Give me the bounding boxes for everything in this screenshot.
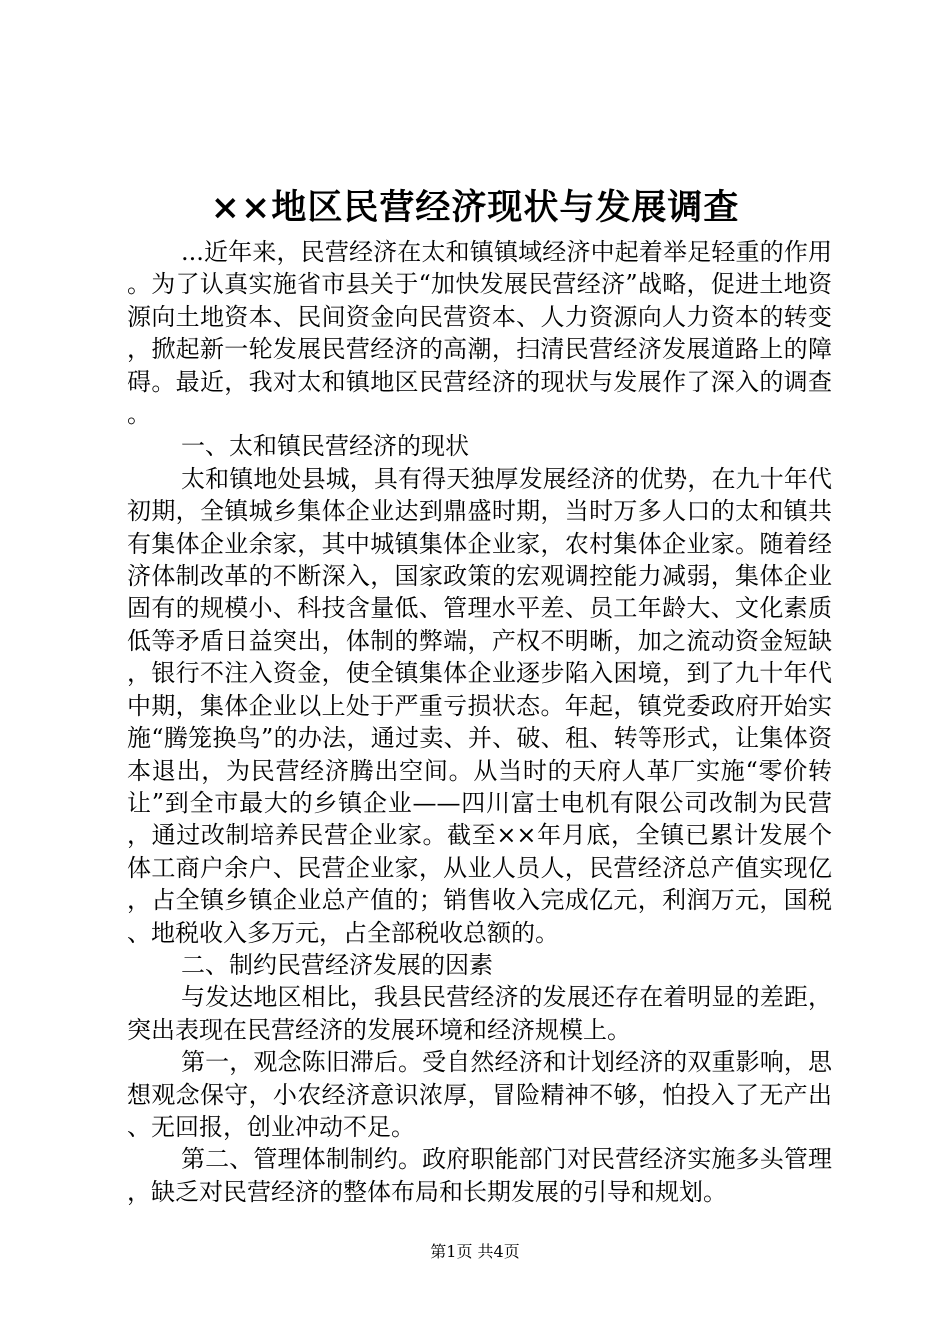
body-paragraph: ...近年来，民营经济在太和镇镇域经济中起着举足轻重的作用。为了认真实施省市县关于“加快发展民营经济”战略，促进土地资源向土地资本、民间资金向民营资本、人力资源向人力资本的转变，掀起新一轮发展民营经济的高潮，扫清民营经济发展道路上的障碍。最近，我对太和镇地区民营经济的现状与发展作了深入的调查。: [127, 238, 832, 429]
section-heading: 二、制约民营经济发展的因素: [181, 950, 493, 979]
page-number-footer: 第1页 共4页: [430, 1242, 520, 1261]
document-title: ××地区民营经济现状与发展调查: [210, 187, 740, 228]
body-paragraph: 第一，观念陈旧滞后。受自然经济和计划经济的双重影响，思想观念保守，小农经济意识浓厚，冒险精神不够，怕投入了无产出、无回报，创业冲动不足。: [127, 1048, 832, 1141]
body-paragraph: 与发达地区相比，我县民营经济的发展还存在着明显的差距，突出表现在民营经济的发展环境和经济规模上。: [127, 983, 832, 1044]
body-paragraph: 太和镇地处县城，具有得天独厚发展经济的优势，在九十年代初期，全镇城乡集体企业达到鼎盛时期，当时万多人口的太和镇共有集体企业余家，其中城镇集体企业家，农村集体企业家。随着经济体制改革的不断深入，国家政策的宏观调控能力减弱，集体企业固有的规模小、科技含量低、管理水平差、员工年龄大、文化素质低等矛盾日益突出，体制的弊端，产权不明晰，加之流动资金短缺，银行不注入资金，使全镇集体企业逐步陷入困境，到了九十年代中期，集体企业以上处于严重亏损状态。年起，镇党委政府开始实施“腾笼换鸟”的办法，通过卖、并、破、租、转等形式，让集体资本退出，为民营经济腾出空间。从当时的天府人革厂实施“零价转让”到全市最大的乡镇企业——四川富士电机有限公司改制为民营，通过改制培养民营企业家。截至××年月底，全镇已累计发展个体工商户余户、民营企业家，从业人员人，民营经济总产值实现亿，占全镇乡镇企业总产值的；销售收入完成亿元，利润万元，国税、地税收入多万元，占全部税收总额的。: [127, 464, 832, 947]
document-body: [127, 236, 832, 1208]
section-heading: 一、太和镇民营经济的现状: [181, 432, 469, 461]
body-paragraph: 第二、管理体制制约。政府职能部门对民营经济实施多头管理，缺乏对民营经济的整体布局和长期发展的引导和规划。: [127, 1145, 832, 1206]
